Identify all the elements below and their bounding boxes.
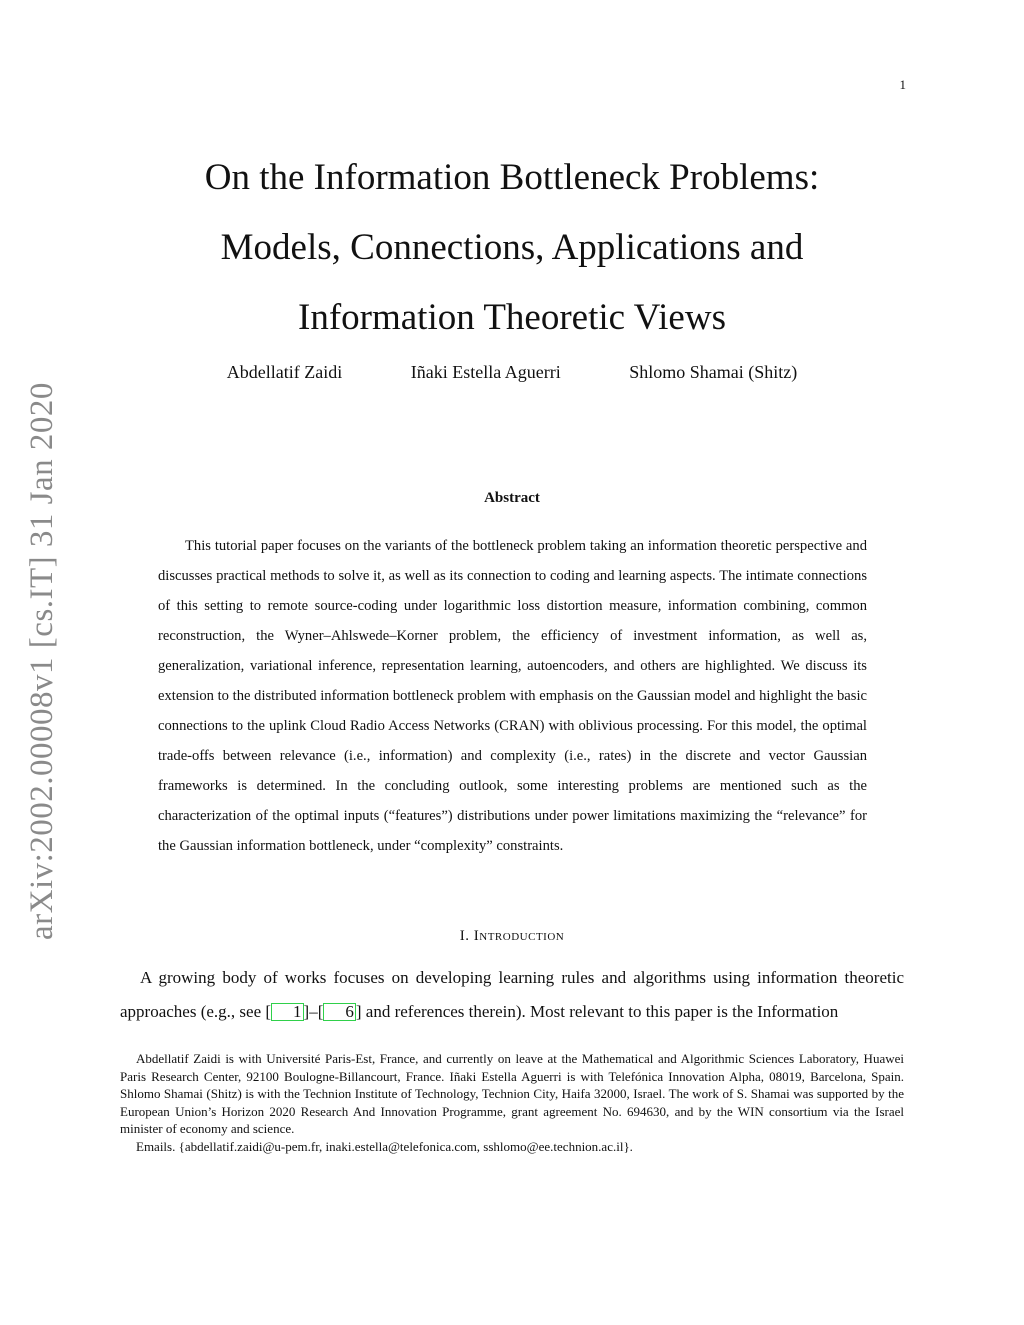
author-list <box>120 362 904 383</box>
footnote-affiliations: Abdellatif Zaidi is with Université Paris-Est, France, and currently on leave at the Mathematical and Algorithmic Sciences Laboratory, Huawei Paris Research Center, 92100 Boulogne-Billancourt, France. Iñaki Estella Aguerri is with Telefónica Innovation Alpha, 08019, Barcelona, Spain. Shlomo Shamai (Shitz) is with the Technion Institute of Technology, Technion City, Haifa 32000, Israel. The work of S. Shamai was supported by the European Union’s Horizon 2020 Research And Innovation Programme, grant agreement No. 694630, and by the WIN consortium via the Israel minister of economy and science. <box>120 1051 904 1137</box>
title-line-1: On the Information Bottleneck Problems: <box>204 157 820 198</box>
citation-link[interactable]: 6 <box>323 1003 356 1021</box>
title-line-2: Models, Connections, Applications and <box>220 227 804 268</box>
intro-text-end: ] and references therein). Most relevant to this paper is the Information <box>355 1002 839 1021</box>
citation-link[interactable]: 1 <box>271 1003 304 1021</box>
intro-text-start: A growing body of works focuses on developing learning rules and algorithms using information theoretic approaches (e.g., see [ <box>120 968 904 1021</box>
author-name: Iñaki Estella Aguerri <box>410 362 561 382</box>
author-name: Abdellatif Zaidi <box>226 362 343 382</box>
paper-title <box>100 143 924 353</box>
abstract-text: This tutorial paper focuses on the variants of the bottleneck problem taking an information theoretic perspective and discusses practical methods to solve it, as well as its connection to coding and learning aspects. The intimate connections of this setting to remote source-coding under logarithmic loss distortion measure, information combining, common reconstruction, the Wyner–Ahlswede–Korner problem, the efficiency of investment information, as well as, generalization, variational inference, representation learning, autoencoders, and others are highlighted. We discuss its extension to the distributed information bottleneck problem with emphasis on the Gaussian model and highlight the basic connections to the uplink Cloud Radio Access Networks (CRAN) with oblivious processing. For this model, the optimal trade-offs between relevance (i.e., information) and complexity (i.e., rates) in the discrete and vector Gaussian frameworks is determined. In the concluding outlook, some interesting problems are mentioned such as the characterization of the optimal inputs (“features”) distributions under power limitations maximizing the “relevance” for the Gaussian information bottleneck, under “complexity” constraints. <box>158 538 867 854</box>
footnote-emails: Emails. {abdellatif.zaidi@u-pem.fr, inaki.estella@telefonica.com, sshlomo@ee.technion.ac.il}. <box>136 1138 633 1154</box>
introduction-paragraph <box>120 961 904 1029</box>
author-footnote <box>120 1050 904 1156</box>
section-heading-introduction: I. Introduction <box>459 928 565 944</box>
author-name: Shlomo Shamai (Shitz) <box>629 362 798 382</box>
page-number: 1 <box>899 77 906 92</box>
arxiv-identifier-stamp: arXiv:2002.00008v1 [cs.IT] 31 Jan 2020 <box>24 382 60 940</box>
abstract-heading: Abstract <box>484 490 540 506</box>
title-line-3: Information Theoretic Views <box>298 297 726 338</box>
intro-text-range: ]–[ <box>303 1002 324 1021</box>
